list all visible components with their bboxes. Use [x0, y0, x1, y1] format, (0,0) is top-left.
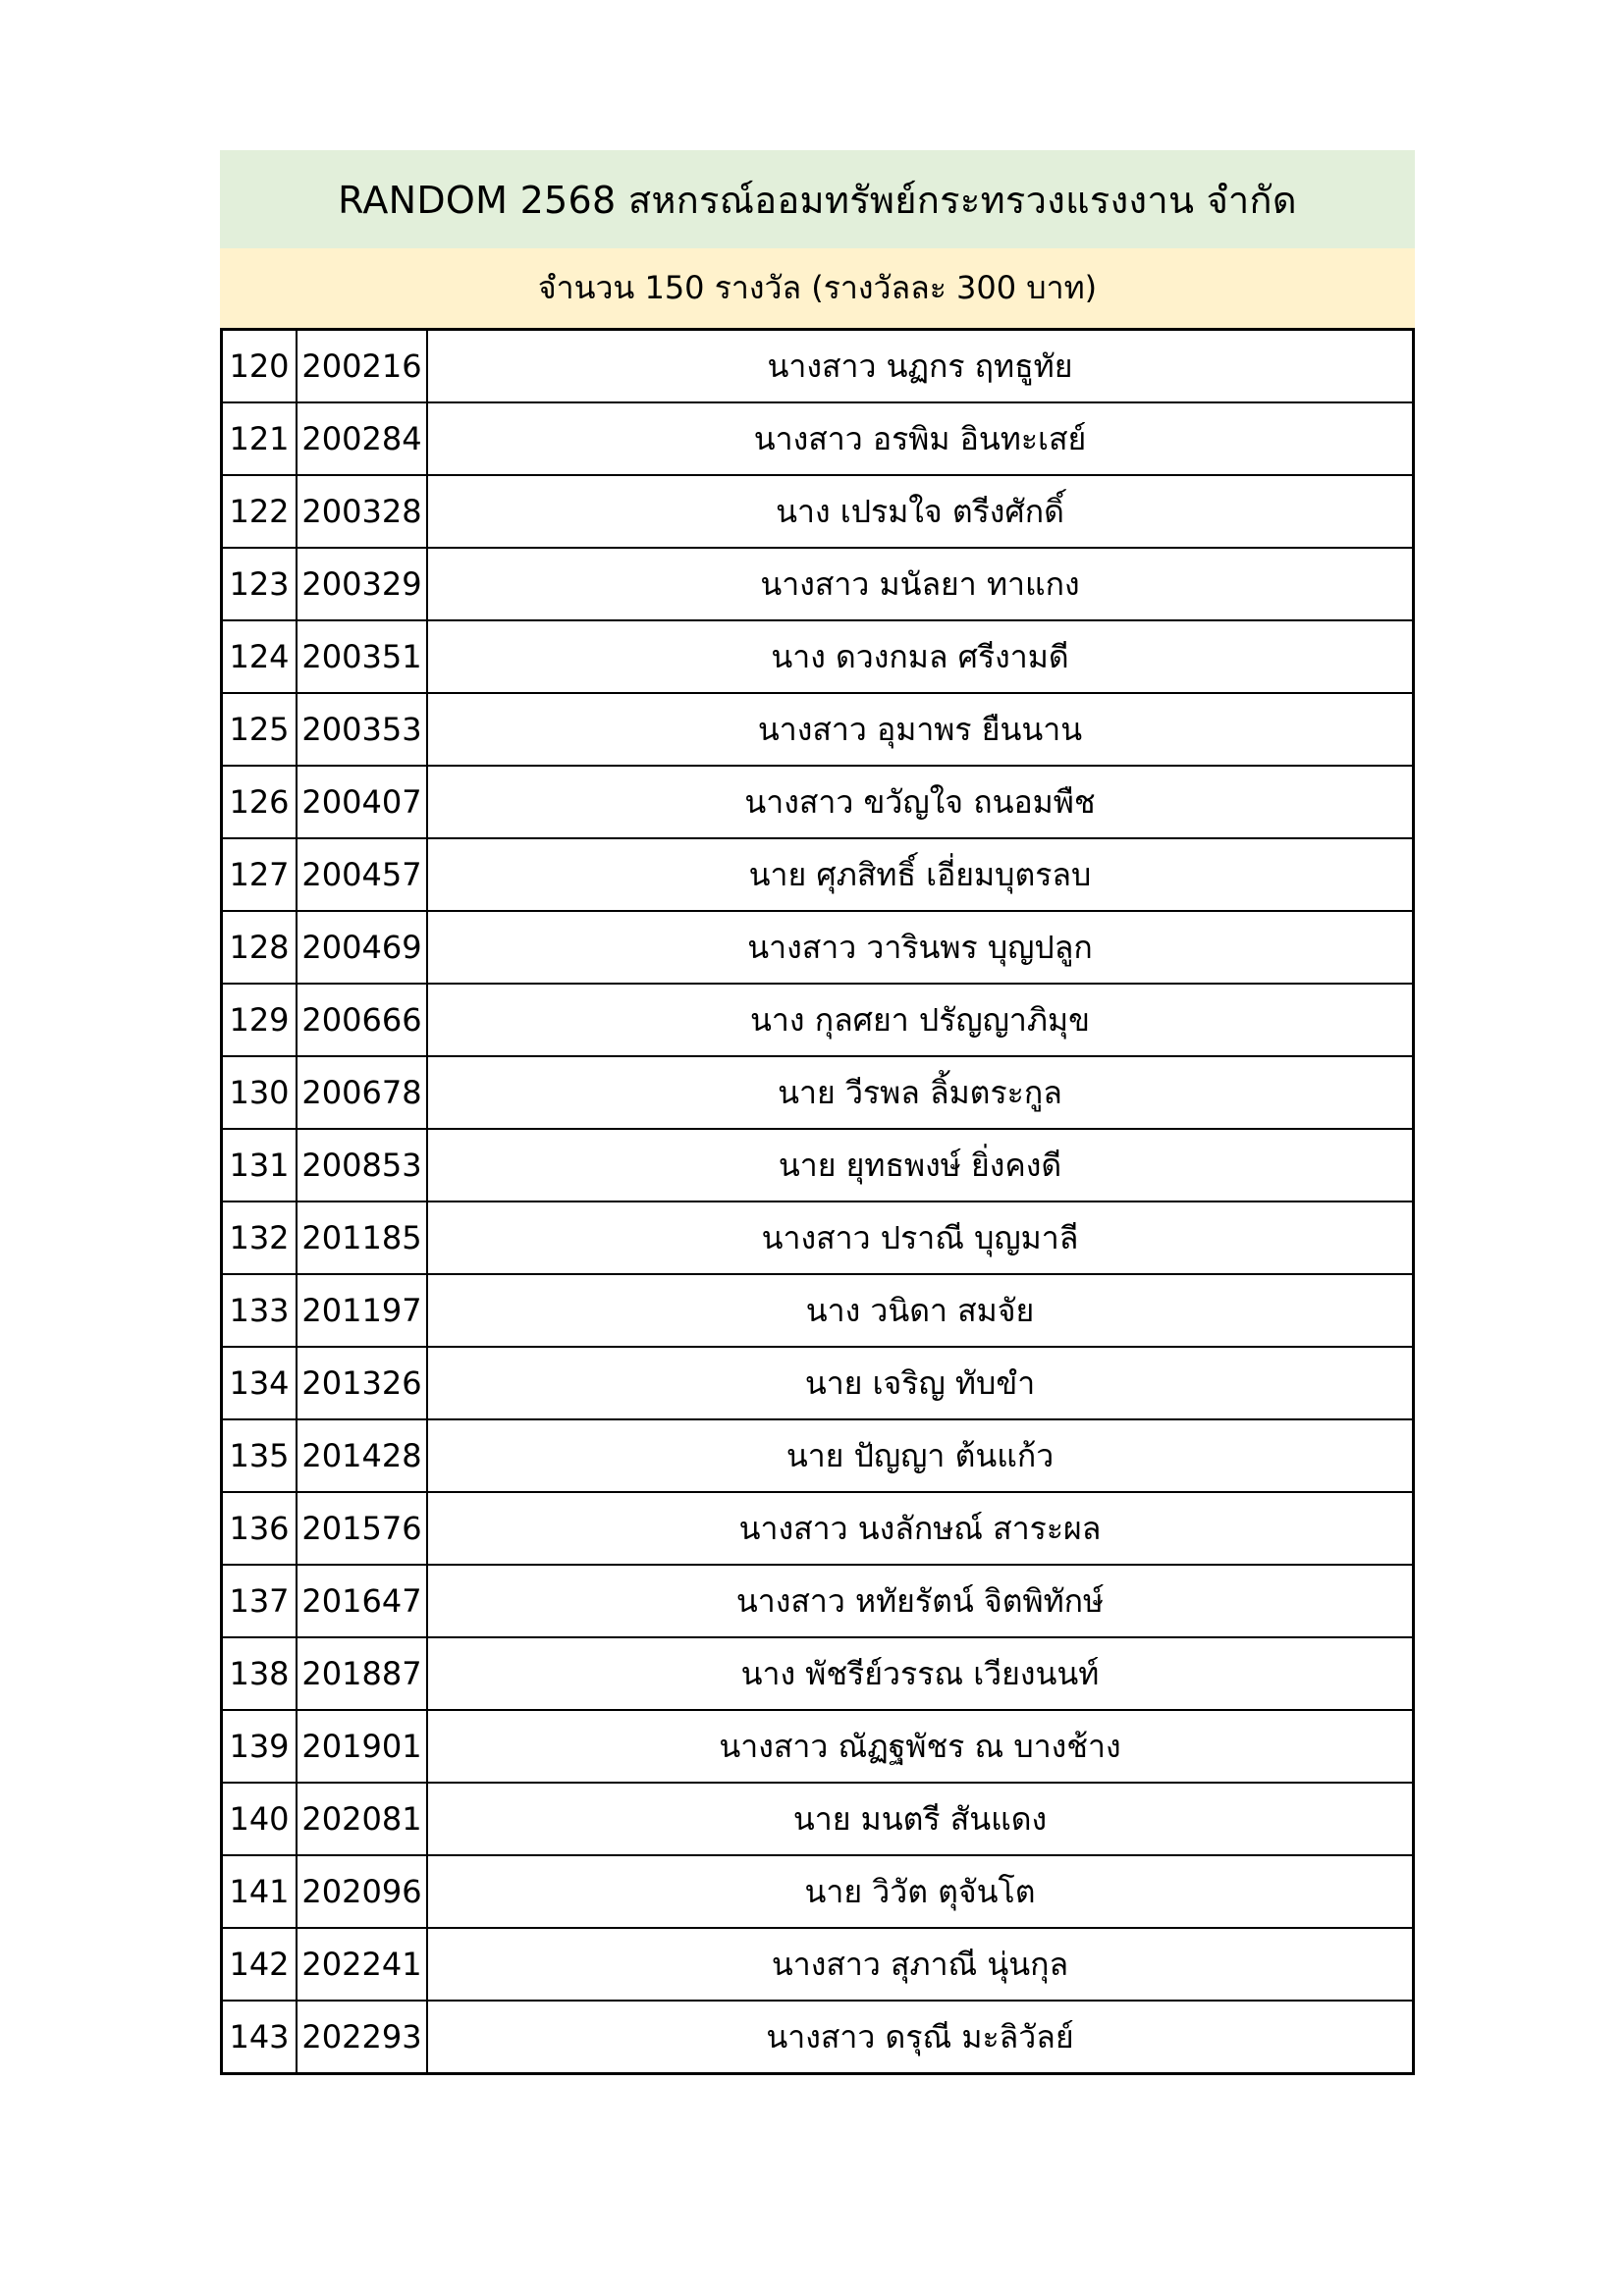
- row-number: 120: [222, 330, 298, 403]
- row-number: 133: [222, 1274, 298, 1347]
- row-number: 129: [222, 984, 298, 1056]
- member-id: 200678: [297, 1056, 427, 1129]
- member-id: 201647: [297, 1565, 427, 1637]
- member-id: 200329: [297, 548, 427, 620]
- prize-list-sheet: [220, 150, 1415, 2075]
- row-number: 123: [222, 548, 298, 620]
- page-subtitle: จำนวน 150 รางวัล (รางวัลละ 300 บาท): [220, 248, 1415, 328]
- member-name: นางสาว ดรุณี มะลิวัลย์: [427, 2001, 1414, 2074]
- row-number: 137: [222, 1565, 298, 1637]
- row-number: 132: [222, 1201, 298, 1274]
- table-row: [222, 620, 1414, 693]
- table-row: [222, 984, 1414, 1056]
- member-id: 202293: [297, 2001, 427, 2074]
- member-id: 201197: [297, 1274, 427, 1347]
- table-row: [222, 1129, 1414, 1201]
- table-row: [222, 1056, 1414, 1129]
- member-id: 201887: [297, 1637, 427, 1710]
- row-number: 135: [222, 1419, 298, 1492]
- table-row: [222, 1783, 1414, 1855]
- member-name: นางสาว วารินพร บุญปลูก: [427, 911, 1414, 984]
- table-row: [222, 2001, 1414, 2074]
- row-number: 121: [222, 402, 298, 475]
- member-name: นางสาว อุมาพร ยืนนาน: [427, 693, 1414, 766]
- table-row: [222, 475, 1414, 548]
- member-name: นาย วีรพล ลิ้มตระกูล: [427, 1056, 1414, 1129]
- member-name: นาง ดวงกมล ศรีงามดี: [427, 620, 1414, 693]
- member-id: 200351: [297, 620, 427, 693]
- row-number: 130: [222, 1056, 298, 1129]
- member-name: นางสาว นฏกร ฤทธูทัย: [427, 330, 1414, 403]
- table-row: [222, 1928, 1414, 2001]
- table-row: [222, 330, 1414, 403]
- member-name: นาง พัชรีย์วรรณ เวียงนนท์: [427, 1637, 1414, 1710]
- row-number: 134: [222, 1347, 298, 1419]
- table-row: [222, 402, 1414, 475]
- member-name: นาย ปัญญา ต้นแก้ว: [427, 1419, 1414, 1492]
- table-row: [222, 838, 1414, 911]
- member-id: 200407: [297, 766, 427, 838]
- member-name: นางสาว ปราณี บุญมาลี: [427, 1201, 1414, 1274]
- member-name: นางสาว อรพิม อินทะเสย์: [427, 402, 1414, 475]
- member-name: นาย วิวัต ตุจันโต: [427, 1855, 1414, 1928]
- member-id: 200216: [297, 330, 427, 403]
- member-name: นางสาว นงลักษณ์ สาระผล: [427, 1492, 1414, 1565]
- member-name: นาย ศุภสิทธิ์ เอี่ยมบุตรลบ: [427, 838, 1414, 911]
- table-row: [222, 911, 1414, 984]
- row-number: 128: [222, 911, 298, 984]
- member-id: 201901: [297, 1710, 427, 1783]
- member-name: นาง กุลศยา ปรัญญาภิมุข: [427, 984, 1414, 1056]
- row-number: 136: [222, 1492, 298, 1565]
- member-id: 200284: [297, 402, 427, 475]
- member-id: 200666: [297, 984, 427, 1056]
- member-id: 201326: [297, 1347, 427, 1419]
- table-row: [222, 1565, 1414, 1637]
- member-name: นาย ยุทธพงษ์ ยิ่งคงดี: [427, 1129, 1414, 1201]
- member-id: 200457: [297, 838, 427, 911]
- row-number: 140: [222, 1783, 298, 1855]
- page-title: RANDOM 2568 สหกรณ์ออมทรัพย์กระทรวงแรงงาน จำกัด: [220, 150, 1415, 248]
- table-row: [222, 548, 1414, 620]
- table-row: [222, 1492, 1414, 1565]
- table-row: [222, 766, 1414, 838]
- member-name: นาง เปรมใจ ตรีงศักดิ์: [427, 475, 1414, 548]
- member-id: 201428: [297, 1419, 427, 1492]
- member-id: 200328: [297, 475, 427, 548]
- row-number: 126: [222, 766, 298, 838]
- member-name: นางสาว หทัยรัตน์ จิตพิทักษ์: [427, 1565, 1414, 1637]
- row-number: 143: [222, 2001, 298, 2074]
- table-row: [222, 1347, 1414, 1419]
- member-name: นาย มนตรี สันแดง: [427, 1783, 1414, 1855]
- table-row: [222, 1201, 1414, 1274]
- row-number: 122: [222, 475, 298, 548]
- member-id: 202241: [297, 1928, 427, 2001]
- member-id: 202096: [297, 1855, 427, 1928]
- member-id: 200353: [297, 693, 427, 766]
- row-number: 141: [222, 1855, 298, 1928]
- member-name: นางสาว ขวัญใจ ถนอมพืช: [427, 766, 1414, 838]
- row-number: 125: [222, 693, 298, 766]
- table-row: [222, 1637, 1414, 1710]
- table-row: [222, 1419, 1414, 1492]
- winners-table: [220, 328, 1415, 2075]
- member-id: 202081: [297, 1783, 427, 1855]
- table-row: [222, 1855, 1414, 1928]
- member-id: 201576: [297, 1492, 427, 1565]
- table-row: [222, 1710, 1414, 1783]
- winners-table-body: [222, 330, 1414, 2074]
- member-name: นางสาว สุภาณี นุ่นกุล: [427, 1928, 1414, 2001]
- row-number: 139: [222, 1710, 298, 1783]
- member-name: นางสาว ณัฏฐพัชร ณ บางช้าง: [427, 1710, 1414, 1783]
- row-number: 127: [222, 838, 298, 911]
- row-number: 124: [222, 620, 298, 693]
- row-number: 131: [222, 1129, 298, 1201]
- member-id: 200469: [297, 911, 427, 984]
- member-name: นางสาว มนัลยา ทาแกง: [427, 548, 1414, 620]
- member-name: นาย เจริญ ทับขำ: [427, 1347, 1414, 1419]
- member-id: 200853: [297, 1129, 427, 1201]
- member-id: 201185: [297, 1201, 427, 1274]
- row-number: 142: [222, 1928, 298, 2001]
- row-number: 138: [222, 1637, 298, 1710]
- table-row: [222, 693, 1414, 766]
- table-row: [222, 1274, 1414, 1347]
- member-name: นาง วนิดา สมจัย: [427, 1274, 1414, 1347]
